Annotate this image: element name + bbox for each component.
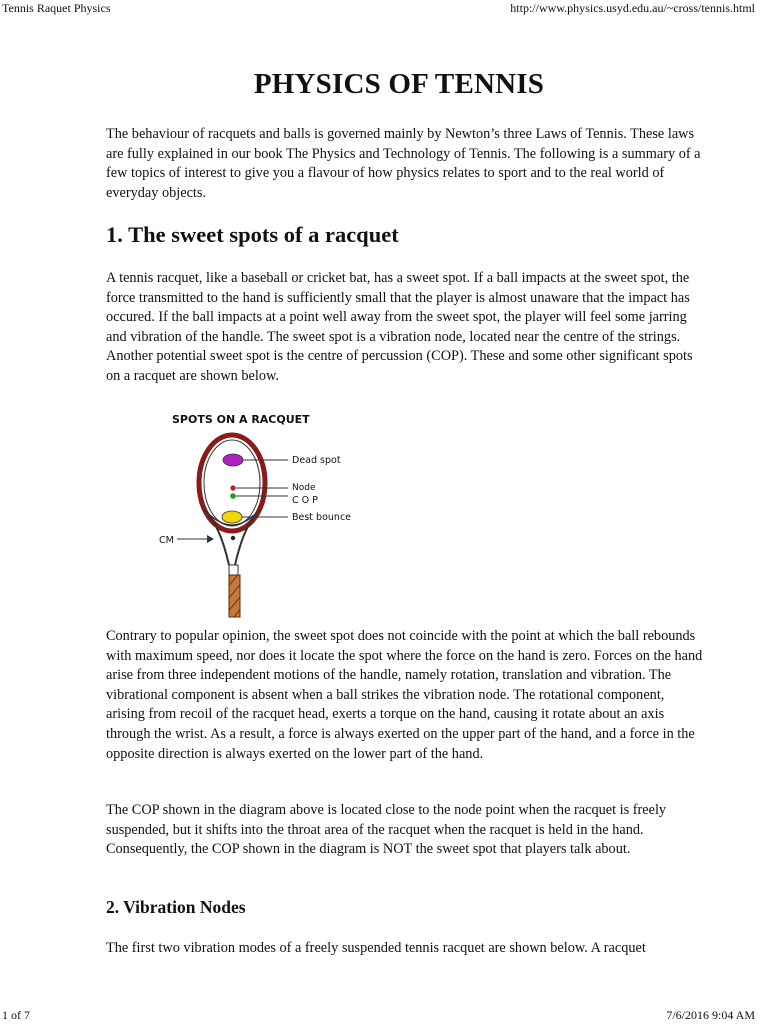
node-label: Node (292, 483, 316, 493)
node-marker (230, 485, 235, 490)
section-2-heading: 2. Vibration Nodes (106, 897, 246, 917)
cm-label: CM (159, 535, 174, 546)
document-url-header: http://www.physics.usyd.edu.au/~cross/tennis.html (510, 1, 755, 15)
best-bounce-marker (222, 511, 242, 523)
page-counter: 1 of 7 (2, 1008, 30, 1022)
cm-arrowhead (207, 535, 214, 543)
section-1-heading: 1. The sweet spots of a racquet (106, 222, 399, 247)
cop-label: C O P (292, 495, 318, 506)
cop-marker (230, 493, 236, 499)
racquet-spots-diagram (150, 405, 370, 620)
print-timestamp: 7/6/2016 9:04 AM (666, 1008, 755, 1022)
page-title: PHYSICS OF TENNIS (253, 68, 545, 100)
racquet-grip (229, 575, 240, 617)
dead-spot-label: Dead spot (292, 455, 341, 466)
section-2-paragraph-1: The first two vibration modes of a freely suspended tennis racquet are shown below. A racquet (106, 940, 646, 956)
cm-marker (231, 536, 235, 540)
section-1-paragraph-1: A tennis racquet, like a baseball or cricket bat, has a sweet spot. If a ball impacts at the sweet spot, the force transmitted to the hand is sufficiently small that the player is almost unaware that the impact has occured. If the ball impacts at a point well away from the sweet spot, the player will feel some jarring and vibration of the handle. The sweet spot is a vibration node, located near the centre of the strings. Another potential sweet spot is the centre of percussion (COP). These and some other significant spots on a racquet are shown below. (106, 270, 693, 384)
document-title-header: Tennis Raquet Physics (2, 1, 111, 15)
section-1-paragraph-3: The COP shown in the diagram above is located close to the node point when the racquet is freely suspended, but it shifts into the throat area of the racquet when the racquet is held in the hand. Consequently, the COP shown in the diagram is NOT the sweet spot that players talk about. (106, 802, 667, 858)
best-bounce-label: Best bounce (292, 512, 352, 523)
section-1-paragraph-2: Contrary to popular opinion, the sweet spot does not coincide with the point at which the ball rebounds with maximum speed, nor does it locate the spot where the force on the hand is zero. Forces on the hand arise from three independent motions of the handle, namely rotation, translation and vibration. The vibrational component is absent when a ball strikes the vibration node. The rotational component, arising from recoil of the racquet head, exerts a torque on the hand, causing it rotate about an axis through the wrist. As a result, a force is always exerted on the upper part of the hand, and a force in the opposite direction is always exerted on the lower part of the hand. (106, 628, 703, 762)
diagram-title: SPOTS ON A RACQUET (172, 413, 310, 426)
intro-paragraph: The behaviour of racquets and balls is governed mainly by Newton’s three Laws of Tennis. These laws are fully explained in our book The Physics and Technology of Tennis. The following is a summary of a few topics of interest to give you a flavour of how physics relates to sport and to the real world of everyday objects. (106, 126, 701, 201)
dead-spot-marker (223, 454, 243, 466)
racquet-handle (229, 565, 238, 575)
